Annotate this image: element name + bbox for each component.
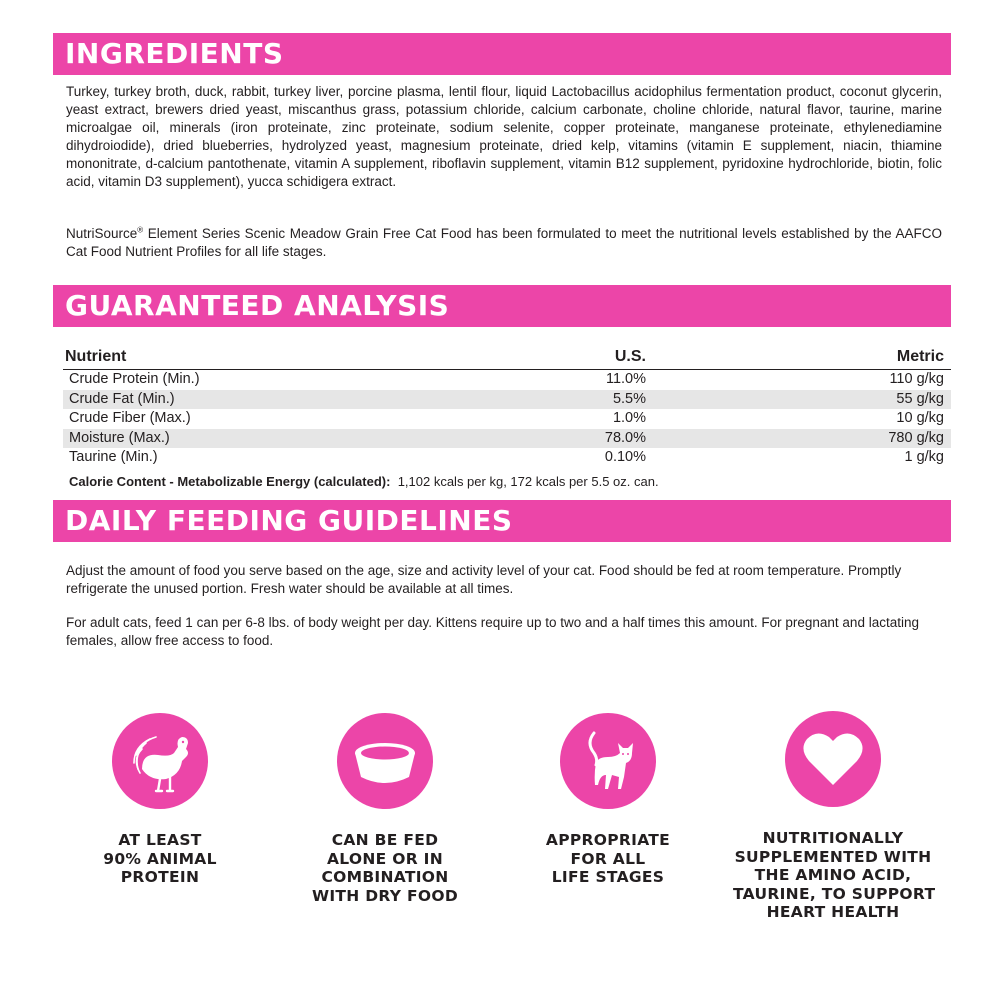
us-value: 11.0% (605, 371, 646, 387)
registered-mark: ® (137, 225, 144, 235)
table-row (63, 448, 951, 468)
feature-label (285, 831, 485, 905)
feature-label-line: FOR ALL (570, 849, 646, 868)
nutrient-name: Taurine (Min.) (69, 449, 158, 465)
column-header-metric: Metric (896, 348, 944, 365)
feature-label (508, 831, 708, 887)
nutrient-name: Crude Fat (Min.) (69, 390, 175, 407)
ingredients-banner (53, 33, 951, 75)
table-row (63, 390, 951, 410)
nutrient-name: Crude Protein (Min.) (69, 371, 200, 387)
feature-label-line: HEART HEALTH (766, 903, 900, 921)
us-value: 1.0% (612, 410, 646, 426)
feature-label-line: 90% ANIMAL (103, 849, 217, 868)
analysis-table-header (63, 348, 951, 370)
feature-label-line: THE AMINO ACID, (754, 866, 912, 884)
column-header-nutrient: Nutrient (65, 348, 127, 365)
calorie-value: 1,102 kcals per kg, 172 kcals per 5.5 oz. can. (397, 474, 659, 489)
table-row (63, 429, 951, 449)
feature-label-line: AT LEAST (118, 831, 202, 849)
feature-label-line: ALONE OR IN (326, 849, 443, 868)
feature-label-line: APPROPRIATE (545, 831, 671, 849)
feature-label-line: NUTRITIONALLY (762, 829, 904, 847)
feature-taurine (733, 711, 936, 922)
feature-label-line: LIFE STAGES (551, 868, 665, 886)
brand-name: NutriSource (66, 226, 138, 241)
analysis-heading: GUARANTEED ANALYSIS (65, 289, 450, 322)
feature-label-line: SUPPLEMENTED WITH (734, 847, 932, 866)
metric-value: 110 g/kg (889, 371, 944, 387)
feeding-paragraph-1: Adjust the amount of food you serve based on the age, size and activity level of your cat. Food should be fed at room temperature. Promptly refrigerate the unused portion. Fresh water should be available at all times. (66, 563, 902, 596)
analysis-banner (53, 285, 951, 327)
aafco-statement (66, 225, 942, 261)
nutrient-name: Moisture (Max.) (69, 429, 170, 446)
metric-value: 1 g/kg (904, 449, 944, 465)
feeding-banner (53, 500, 951, 542)
aafco-statement-text: Element Series Scenic Meadow Grain Free Cat Food has been formulated to meet the nutritional levels established by the AAFCO Cat Food Nutrient Profiles for all life stages. (66, 226, 942, 259)
heart-icon (785, 711, 881, 807)
us-value: 5.5% (612, 390, 646, 407)
cat-icon (560, 713, 656, 809)
nutrient-name: Crude Fiber (Max.) (69, 410, 191, 426)
feature-life-stages (508, 713, 708, 887)
feature-label (60, 831, 260, 887)
feature-label-line: WITH DRY FOOD (311, 886, 459, 905)
turkey-icon (112, 713, 208, 809)
metric-value: 780 g/kg (888, 429, 944, 446)
feeding-heading: DAILY FEEDING GUIDELINES (65, 504, 513, 537)
calorie-label: Calorie Content - Metabolizable Energy (calculated): (69, 474, 391, 489)
feature-label-line: CAN BE FED (331, 831, 439, 849)
calorie-content (69, 474, 659, 489)
ingredients-heading: INGREDIENTS (65, 37, 284, 70)
column-header-us: U.S. (614, 348, 646, 365)
feature-label (733, 829, 936, 922)
feature-animal-protein (60, 713, 260, 887)
us-value: 0.10% (604, 449, 646, 465)
feature-fed-alone (285, 713, 485, 905)
us-value: 78.0% (604, 429, 646, 446)
table-row (63, 409, 951, 429)
analysis-table (63, 348, 951, 468)
ingredients-list: Turkey, turkey broth, duck, rabbit, turkey liver, porcine plasma, lentil flour, liquid Lactobacillus acidophilus fermentation product, coconut glycerin, yeast extract, brewers dried yeast, miscanthus grass, potassium chloride, calcium carbonate, choline chloride, natural flavor, taurine, marine microalgae oil, minerals (iron proteinate, zinc proteinate, sodium selenite, copper proteinate, manganese proteinate, ethylenediamine dihydroiodide), dried blueberries, hydrolyzed yeast, magnesium proteinate, dried kelp, vitamins (vitamin E supplement, niacin, thiamine mononitrate, d-calcium pantothenate, vitamin A supplement, riboflavin supplement, vitamin B12 supplement, pyridoxine hydrochloride, biotin, folic acid, vitamin D3 supplement), yucca schidigera extract. (66, 84, 942, 189)
feature-label-line: COMBINATION (321, 868, 449, 886)
feature-label-line: TAURINE, TO SUPPORT (733, 884, 936, 903)
feature-label-line: PROTEIN (120, 868, 200, 886)
feeding-paragraph-2: For adult cats, feed 1 can per 6-8 lbs. of body weight per day. Kittens require up to two and a half times this amount. For pregnant and lactating females, allow free access to food. (66, 615, 919, 648)
table-row (63, 370, 951, 390)
food-bowl-icon (337, 713, 433, 809)
metric-value: 55 g/kg (896, 390, 944, 407)
metric-value: 10 g/kg (896, 410, 944, 426)
